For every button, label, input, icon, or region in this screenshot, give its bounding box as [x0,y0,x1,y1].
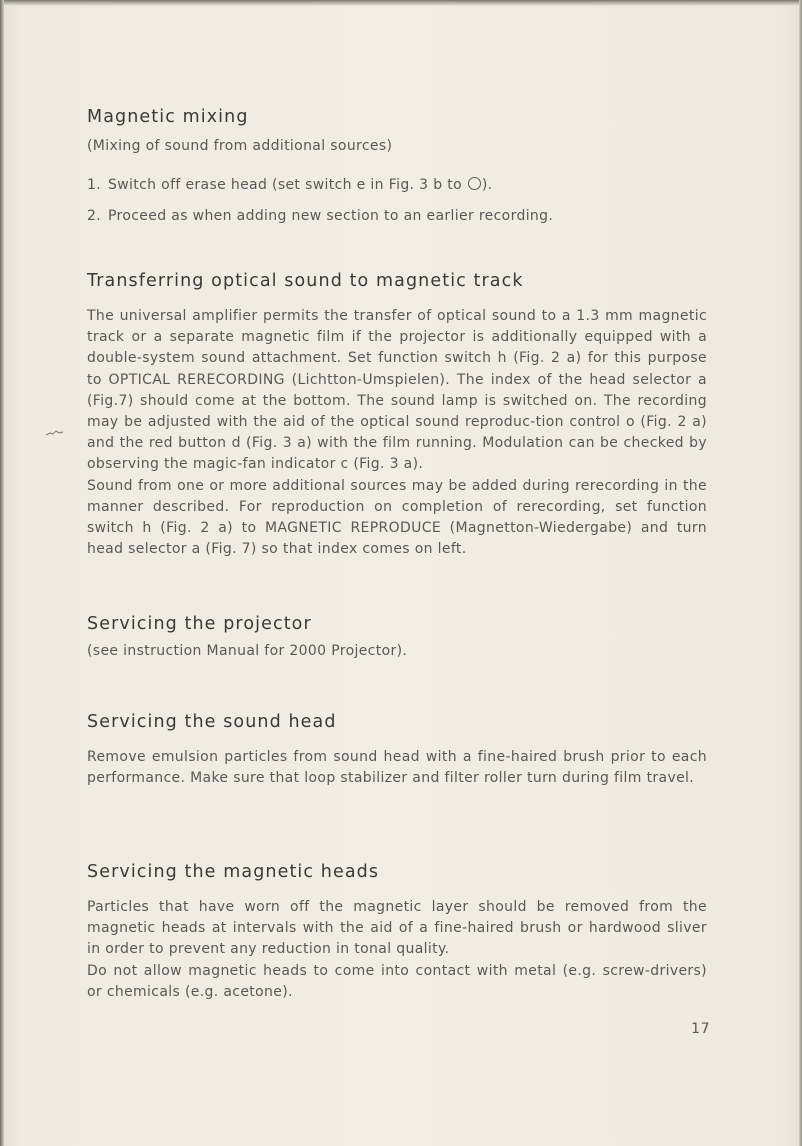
page-top-edge [0,0,802,6]
section-servicing-magnetic-heads [87,861,707,1003]
step-text: Proceed as when adding new section to an earlier recording. [108,208,554,224]
section-title: Servicing the magnetic heads [87,862,380,882]
section-magnetic-mixing [87,106,707,237]
list-item [87,175,707,196]
off-circle-icon [468,177,481,190]
section-title: Servicing the projector [87,614,312,634]
step-number: 2. [87,208,102,224]
step-number: 1. [87,177,102,193]
section-subtitle: (Mixing of sound from additional sources) [87,138,393,154]
step-text-before: Switch off erase head (set switch e in Fig. 3 b to [108,177,467,193]
page-number: 17 [691,1021,710,1037]
steps-list [87,175,707,227]
section-subtitle: (see instruction Manual for 2000 Projector). [87,643,408,659]
paragraph: Remove emulsion particles from sound head with a fine-haired brush prior to each performance. Make sure that loop stabilizer and filter roller turn during film travel. [87,749,707,787]
list-item [87,206,707,227]
section-title: Servicing the sound head [87,712,337,732]
page-left-edge [0,0,4,1146]
section-transferring-optical-sound [87,270,707,560]
paragraph: Do not allow magnetic heads to come into contact with metal (e.g. screw-drivers) or chemicals (e.g. acetone). [87,962,707,1000]
ink-speck [44,428,66,438]
step-text-after: ). [481,177,493,193]
step-text [108,175,492,196]
paragraph: Particles that have worn off the magnetic layer should be removed from the magnetic heads at intervals with the aid of a fine-haired brush or hardwood sliver in order to prevent any reduction in tonal quality. [87,899,707,958]
section-title: Transferring optical sound to magnetic track [87,271,524,291]
section-title: Magnetic mixing [87,107,249,127]
section-servicing-projector [87,613,707,662]
section-servicing-sound-head [87,711,707,789]
paragraph: The universal amplifier permits the transfer of optical sound to a 1.3 mm magnetic track or a separate magnetic film if the projector is additionally equipped with a double-system sound attachment. Set function switch h (Fig. 2 a) for this purpose to OPTICAL RERECORDING (Lichtton-Umspielen). The index of the head selector a (Fig.7) should come at the bottom. The sound lamp is switched on. The recording may be adjusted with the aid of the optical sound reproduc-tion control o (Fig. 2 a) and the red button d (Fig. 3 a) with the film running. Modulation can be checked by observing the magic-fan indicator c (Fig. 3 a). [87,308,707,473]
paragraph: Sound from one or more additional sources may be added during rerecording in the manner described. For reproduction on completion of rerecording, set function switch h (Fig. 2 a) to MAGNETIC REPRODUCE (Magnetton-Wiedergabe) and turn head selector a (Fig. 7) so that index comes on left. [87,477,707,558]
